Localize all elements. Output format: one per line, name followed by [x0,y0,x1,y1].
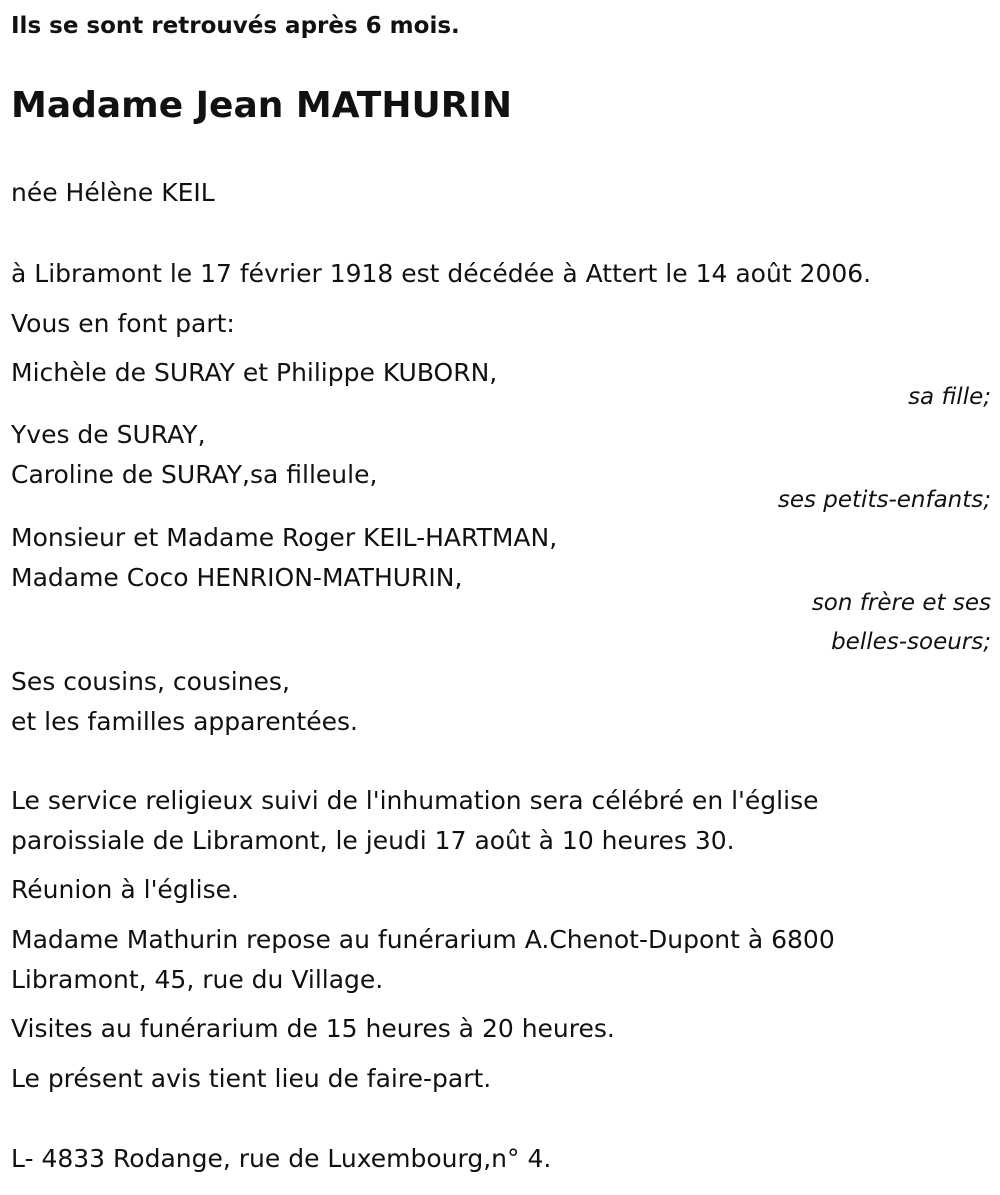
service-line: Le service religieux suivi de l'inhumation sera célébré en l'église [11,786,819,815]
family-relation: son frère et ses [811,590,991,616]
family-name-line: Michèle de SURAY et Philippe KUBORN, [11,358,498,387]
service-line: paroissiale de Libramont, le jeudi 17 août à 10 heures 30. [11,826,735,855]
headline: Ils se sont retrouvés après 6 mois. [11,13,460,39]
family-name-line: Madame Coco HENRION-MATHURIN, [11,563,463,592]
visits-line: Visites au funérarium de 15 heures à 20 heures. [11,1014,615,1043]
family-name-line: et les familles apparentées. [11,707,358,736]
family-name-line: Monsieur et Madame Roger KEIL-HARTMAN, [11,523,558,552]
meeting-line: Réunion à l'église. [11,875,239,904]
address-line: L- 4833 Rodange, rue de Luxembourg,n° 4. [11,1144,552,1173]
birth-death-line: à Libramont le 17 février 1918 est décédée à Attert le 14 août 2006. [11,259,872,288]
deceased-name: Madame Jean MATHURIN [11,85,512,126]
family-name-line: Ses cousins, cousines, [11,667,290,696]
maiden-name: née Hélène KEIL [11,178,215,207]
announcement-line: Vous en font part: [11,309,235,338]
rest-line: Libramont, 45, rue du Village. [11,965,384,994]
family-relation: sa fille; [908,384,991,410]
family-relation: ses petits-enfants; [777,487,991,513]
family-name-line: Yves de SURAY, [11,420,206,449]
rest-line: Madame Mathurin repose au funérarium A.Chenot-Dupont à 6800 [11,925,835,954]
notice-note: Le présent avis tient lieu de faire-part. [11,1064,492,1093]
family-relation: belles-soeurs; [831,629,991,655]
family-name-line: Caroline de SURAY,sa filleule, [11,460,378,489]
